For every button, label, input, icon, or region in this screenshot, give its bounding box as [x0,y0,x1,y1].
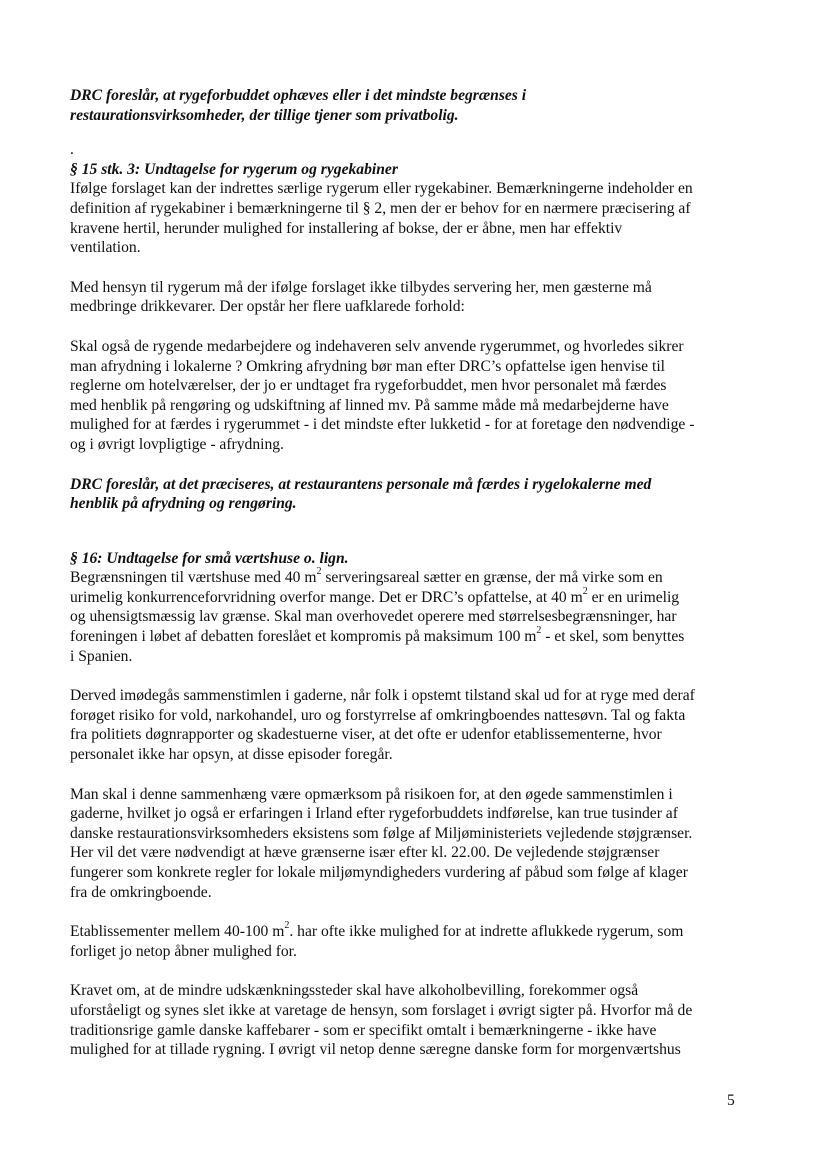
paragraph-sammenstimlen: Derved imødegås sammenstimlen i gaderne, når folk i opstemt tilstand skal ud for at ryge med deraf forøget risiko for vold, narkohandel, uro og forstyrrelse af omkringboendes nattesøvn. Tal og fakta fra politiets døgnrapporter og skadestuerne viser, at det ofte er udenfor etablissementerne, hvor personalet ikke har opsyn, at disse episoder foregår. [70,687,695,764]
section-15-heading: § 15 stk. 3: Undtagelse for rygerum og rygekabiner [70,160,398,178]
section-15-paragraph: § 15 stk. 3: Undtagelse for rygerum og rygekabiner Ifølge forslaget kan der indrettes særlige rygerum eller rygekabiner. Bemærkningerne indeholder en definition af rygekabiner i bemærkningerne til § 2, men der er behov for en nærmere præcisering af kravene hertil, herunder mulighed for installering af bokse, der er åbne, men har effektiv ventilation. [70,160,740,258]
section-16-paragraph: § 16: Undtagelse for små værtshuse o. lign. Begrænsningen til værtshuse med 40 $m^2$ serveringsareal sætter en grænse, der må virke som en urimelig konkurrenceforvridning overfor mange. Det er DRC’s opfattelse, at 40 $m^2$ er en urimelig og uhensigtsmæssig lav grænse. Skal man overhovedet operere med størrelsesbegrænsninger, har foreningen i løbet af debatten foreslået et kompromis på maksimum 100 $m^2$ - et skel, som benyttes i Spanien. [70,549,740,667]
page-number: 5 [727,1092,735,1109]
document-body [70,86,740,1060]
paragraph-afrydning: Skal også de rygende medarbejdere og indehaveren selv anvende rygerummet, og hvorledes sikrer man afrydning i lokalerne ? Omkring afrydning bør man efter DRC’s opfattelse igen henvise til reglerne om hotelværelser, der jo er undtaget fra rygeforbuddet, men hvor personalet må færdes med henblik på rengøring og udskiftning af linned mv. På samme måde må medarbejderne have mulighed for at færdes i rygerummet - i det mindste efter lukketid - for at foretage den nødvendige - og i øvrigt lovpligtige - afrydning. [70,337,695,453]
paragraph-etablissementer: Etablissementer mellem 40-100 $m^2$. har ofte ikke mulighed for at indrette aflukkede rygerum, som forliget jo netop åbner mulighed for. [70,920,684,960]
paragraph-risiko: Man skal i denne sammenhæng være opmærksom på risikoen for, at den øgede sammenstimlen i gaderne, hvilket jo også er erfaringen i Irland efter rygeforbuddets indførelse, kan true tusinder af danske restaurationsvirksomheders eksistens som følge af Miljøministeriets vejledende støjgrænser. Her vil det være nødvendigt at hæve grænserne især efter kl. 22.00. De vejledende støjgrænser fungerer som konkrete regler for lokale miljømyndigheders vurdering af påbud som følge af klager fra de omkringboende. [70,785,693,901]
paragraph-servering: Med hensyn til rygerum må der ifølge forslaget ikke tilbydes servering her, men gæsterne må medbringe drikkevarer. Der opstår her flere uafklarede forhold: [70,278,652,316]
drc-proposal-staff-access: DRC foreslår, at det præciseres, at restaurantens personale må færdes i rygelokalerne med henblik på afrydning og rengøring. [70,475,652,513]
drc-proposal-smoking-in-private-residences: DRC foreslår, at rygeforbuddet ophæves eller i det mindste begrænses i restaurationsvirksomheder, der tillige tjener som privatbolig. [70,87,527,124]
section-16-heading: § 16: Undtagelse for små værtshuse o. lign. [70,549,349,567]
paragraph-kravet: Kravet om, at de mindre udskænkningssteder skal have alkoholbevilling, forekommer også uforståeligt og synes slet ikke at varetage de hensyn, som forslaget i øvrigt sigter på. Hvorfor må de traditionsrige gamle danske kaffebarer - som er specifikt omtalt i bemærkningerne - ikke have mulighed for at tillade rygning. I øvrigt vil netop denne særegne danske form for morgenværtshus [70,982,693,1059]
dot-marker: . [70,141,74,159]
